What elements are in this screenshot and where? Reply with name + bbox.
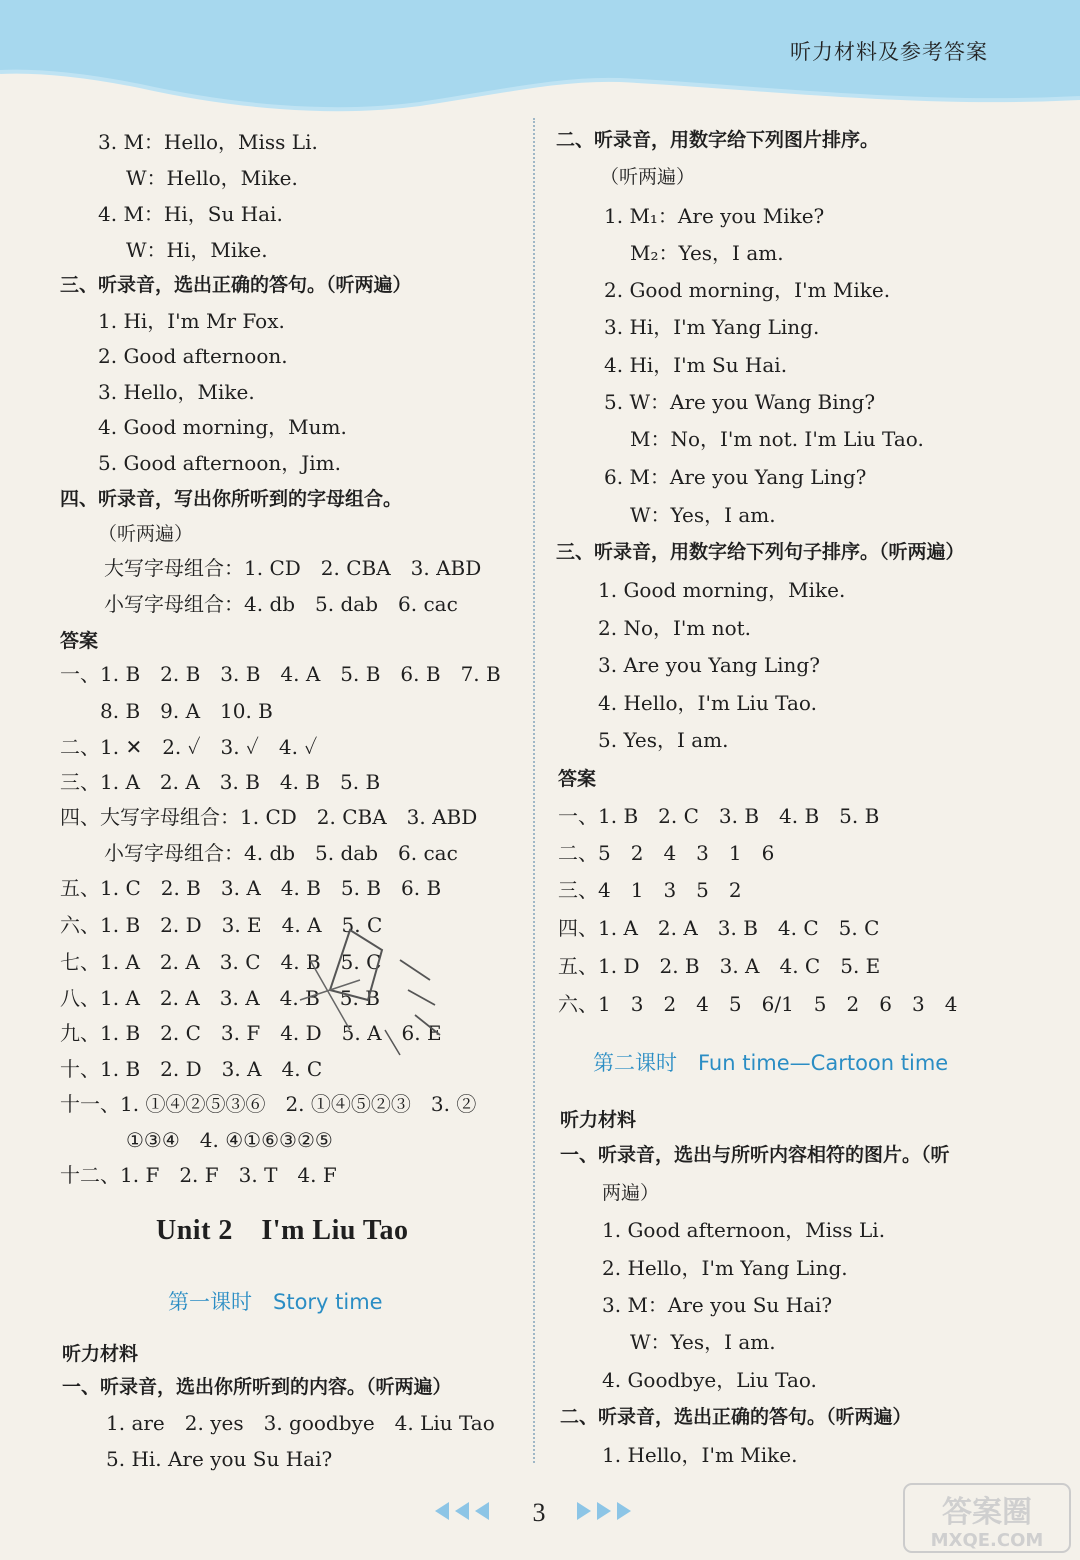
right-column-line: （听两遍） xyxy=(600,166,696,188)
left-column-line: 2. Good afternoon. xyxy=(98,344,288,368)
right-column-line: 1. M₁：Are you Mike? xyxy=(604,204,825,228)
left-column-line: 九、1. B 2. C 3. F 4. D 5. A 6. E xyxy=(60,1021,442,1045)
right-bottom-line: 3. M：Are you Su Hai? xyxy=(602,1293,833,1317)
left-column-line: 4. Good morning，Mum. xyxy=(98,415,347,439)
right-bottom-line: 2. Hello，I'm Yang Ling. xyxy=(602,1256,848,1280)
right-column-line: 3. Hi，I'm Yang Ling. xyxy=(604,315,820,339)
left-column-line: 4. M：Hi，Su Hai. xyxy=(98,202,283,226)
right-column-line: 一、1. B 2. C 3. B 4. B 5. B xyxy=(558,804,880,828)
left-column-line: 六、1. B 2. D 3. E 4. A 5. C xyxy=(60,913,383,937)
left-column-line: 二、1. ✕ 2. ✓ 3. ✓ 4. ✓ xyxy=(60,735,318,759)
left-column-line: 1. Hi，I'm Mr Fox. xyxy=(98,309,285,333)
right-column-line: 1. Good morning，Mike. xyxy=(598,578,846,602)
left-column-line: 小写字母组合：4. db 5. dab 6. cac xyxy=(104,592,458,616)
right-column-line: 六、1 3 2 4 5 6/1 5 2 6 3 4 xyxy=(558,992,958,1016)
right-bottom-line: 两遍） xyxy=(602,1182,660,1204)
right-column-line: 2. No，I'm not. xyxy=(598,616,752,640)
svg-text:答案圈: 答案圈 xyxy=(942,1495,1032,1530)
left-column-line: 八、1. A 2. A 3. A 4. B 5. B xyxy=(60,986,380,1010)
left-column-line: 大写字母组合：1. CD 2. CBA 3. ABD xyxy=(104,556,482,580)
page-header-title: 听力材料及参考答案 xyxy=(790,40,988,64)
right-column-line: M₂：Yes，I am. xyxy=(630,241,784,265)
right-column-line: 4. Hi，I'm Su Hai. xyxy=(604,353,788,377)
svg-text:MXQE.COM: MXQE.COM xyxy=(930,1530,1044,1551)
watermark-logo xyxy=(902,1482,1072,1554)
right-bottom-line: 二、听录音，选出正确的答句。（听两遍） xyxy=(560,1406,912,1428)
lesson-2-title: 第二课时 Fun time—Cartoon time xyxy=(593,1051,949,1075)
left-column-line: ①③④ 4. ④①⑥③②⑤ xyxy=(126,1128,333,1152)
next-arrows-icon xyxy=(577,1502,631,1520)
left-column-line: 三、1. A 2. A 3. B 4. B 5. B xyxy=(60,770,381,794)
left-column-line: 3. M：Hello，Miss Li. xyxy=(98,130,318,154)
page-navigation xyxy=(405,1494,655,1528)
right-column-line: 四、1. A 2. A 3. B 4. C 5. C xyxy=(558,916,880,940)
right-bottom-line: 一、听录音，选出与所听内容相符的图片。（听 xyxy=(560,1144,950,1166)
right-bottom-line: 听力材料 xyxy=(560,1109,637,1131)
right-column-line: 三、听录音，用数字给下列句子排序。（听两遍） xyxy=(556,541,965,563)
right-column-line: W：Yes，I am. xyxy=(630,503,776,527)
right-column-line: 答案 xyxy=(558,768,597,790)
right-column-line: 2. Good morning，I'm Mike. xyxy=(604,278,891,302)
right-bottom-line: 1. Good afternoon，Miss Li. xyxy=(602,1218,886,1242)
right-column-line: M：No，I'm not. I'm Liu Tao. xyxy=(630,427,924,451)
left-column-line: W：Hello，Mike. xyxy=(126,166,298,190)
left-column-line: 5. Good afternoon，Jim. xyxy=(98,451,341,475)
left-column-line: 三、听录音，选出正确的答句。（听两遍） xyxy=(60,274,412,296)
right-column-line: 4. Hello，I'm Liu Tao. xyxy=(598,691,817,715)
left-column-line: 一、1. B 2. B 3. B 4. A 5. B 6. B 7. B xyxy=(60,662,501,686)
right-column-line: 5. Yes，I am. xyxy=(598,728,729,752)
unit-title: Unit 2 I'm Liu Tao xyxy=(156,1215,409,1246)
left-column-line: 十二、1. F 2. F 3. T 4. F xyxy=(60,1163,337,1187)
left-bottom-line: 一、听录音，选出你所听到的内容。（听两遍） xyxy=(62,1376,452,1398)
left-column-line: 小写字母组合：4. db 5. dab 6. cac xyxy=(104,841,458,865)
left-column-line: 四、大写字母组合：1. CD 2. CBA 3. ABD xyxy=(60,805,478,829)
pencil-scribble-mark xyxy=(290,920,470,1060)
right-bottom-line: 1. Hello，I'm Mike. xyxy=(602,1443,798,1467)
right-column-line: 5. W：Are you Wang Bing? xyxy=(604,390,876,414)
right-column-line: 二、听录音，用数字给下列图片排序。 xyxy=(556,129,880,151)
right-column-line: 3. Are you Yang Ling? xyxy=(598,653,820,677)
left-column-line: 五、1. C 2. B 3. A 4. B 5. B 6. B xyxy=(60,876,442,900)
left-column-line: 十、1. B 2. D 3. A 4. C xyxy=(60,1057,323,1081)
right-column-line: 二、5 2 4 3 1 6 xyxy=(558,841,775,865)
left-column-line: 七、1. A 2. A 3. C 4. B 5. C xyxy=(60,950,382,974)
right-bottom-line: W：Yes，I am. xyxy=(630,1330,776,1354)
column-divider xyxy=(533,118,535,1463)
left-column-line: 四、听录音，写出你所听到的字母组合。 xyxy=(60,488,403,510)
left-column-line: 十一、1. ①④②⑤③⑥ 2. ①④⑤②③ 3. ② xyxy=(60,1092,477,1116)
lesson-1-title: 第一课时 Story time xyxy=(168,1290,383,1314)
left-column-line: 答案 xyxy=(60,630,99,652)
right-column-line: 五、1. D 2. B 3. A 4. C 5. E xyxy=(558,954,881,978)
left-bottom-line: 5. Hi. Are you Su Hai? xyxy=(106,1447,333,1471)
page-number: 3 xyxy=(532,1498,546,1527)
right-column-line: 三、4 1 3 5 2 xyxy=(558,878,742,902)
left-column-line: W：Hi，Mike. xyxy=(126,238,268,262)
right-bottom-line: 4. Goodbye，Liu Tao. xyxy=(602,1368,817,1392)
left-bottom-line: 听力材料 xyxy=(62,1343,139,1365)
prev-arrows-icon xyxy=(435,1502,489,1520)
left-bottom-line: 1. are 2. yes 3. goodbye 4. Liu Tao xyxy=(106,1411,495,1435)
right-column-line: 6. M：Are you Yang Ling? xyxy=(604,465,867,489)
left-column-line: 8. B 9. A 10. B xyxy=(100,699,273,723)
left-column-line: （听两遍） xyxy=(98,523,194,545)
left-column-line: 3. Hello，Mike. xyxy=(98,380,255,404)
